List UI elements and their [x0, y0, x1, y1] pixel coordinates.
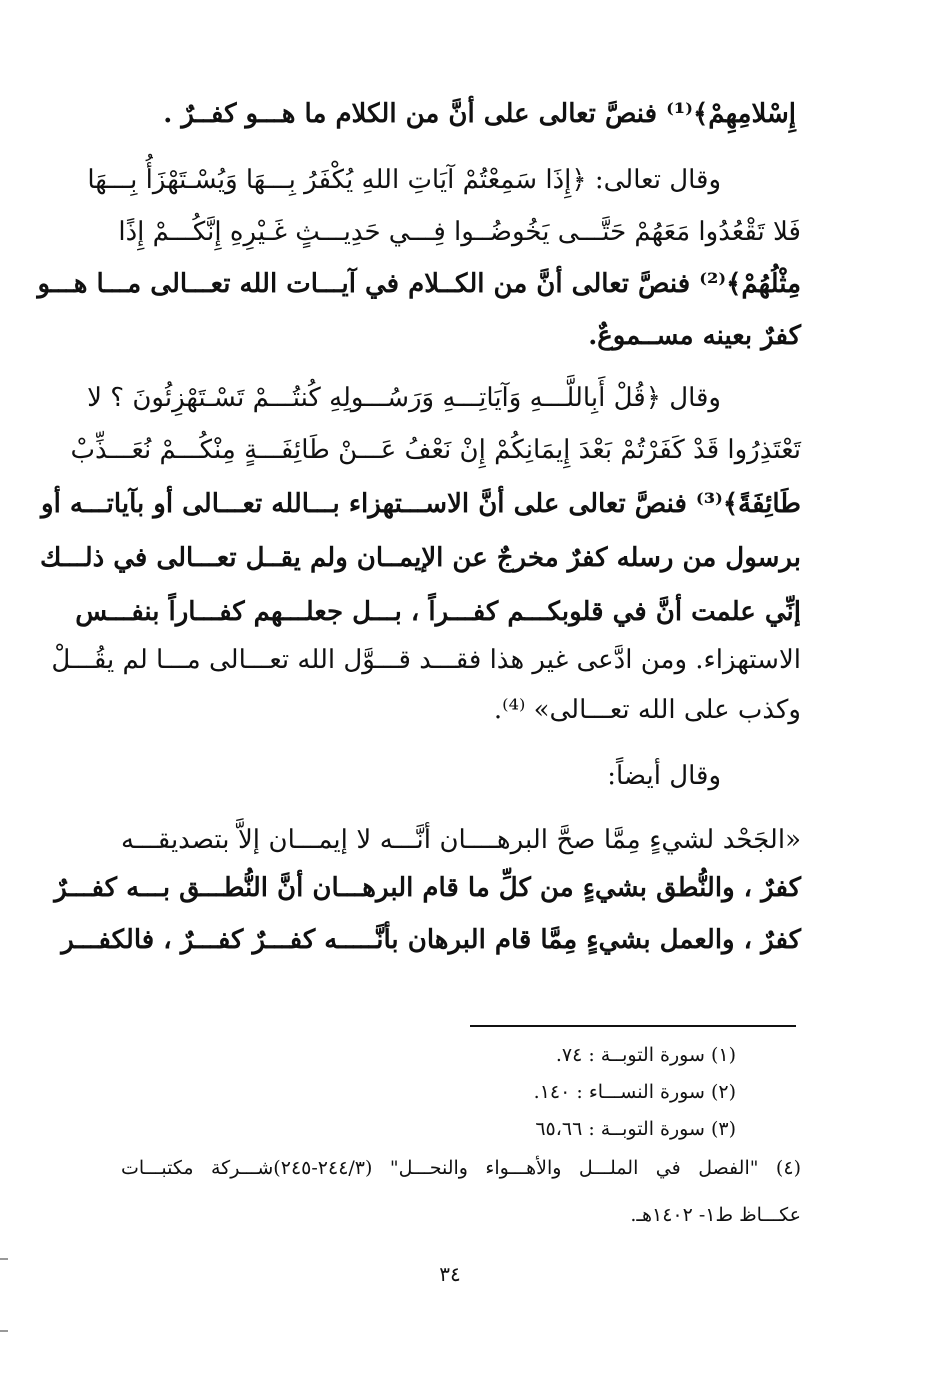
- page-number: ٣٤: [439, 1262, 461, 1286]
- text-line-16: كفرٌ ، والعمل بشيءٍ مِمَّا قام البرهان بأنَّـــــه كفـــرٌ كفـــرٌ ، فالكفـــر: [61, 925, 801, 955]
- text-line-9: برسول من رسله كفرٌ مخرجٌ عن الإيمــان ولم يقــل تعـــالى في ذلـــك: [39, 543, 801, 573]
- text-line-5: كفرٌ بعينه مســموعٌ.: [588, 321, 801, 351]
- footnote-1: (١) سورة التوبــة : ٧٤.: [555, 1044, 736, 1066]
- footnote-4: (٤) "الفصل في الملـــل والأهـــواء والنحـــل" (٢٤٤/٣-٢٤٥)شـــركة مكتبـــات: [121, 1157, 801, 1179]
- text-line-3: فَلا تَقْعُدُوا مَعَهُمْ حَتَّـــى يَخُوضُــوا فِـــي حَدِيـــثٍ غَـيْرِهِ إِنَّكُـــمْ إِذًا: [118, 217, 801, 247]
- scan-edge-mark: [0, 1330, 8, 1332]
- text-line-14: «الجَحْد لشيءٍ مِمَّا صحَّ البرهــــان أنَّـــه لا إيمـــان إلاَّ بتصديقـــه: [121, 825, 801, 855]
- text-line-4: مِثْلُهُمْ﴾⁽²⁾ فنصَّ تعالى أنَّ من الكــلام في آيـــات الله تعـــالى مـــا هـــو: [37, 269, 801, 299]
- text-line-8: طَائِفَةً﴾⁽³⁾ فنصَّ تعالى على أنَّ الاســـتهزاء بـــالله تعـــالى أو بآياتـــه أو: [41, 489, 801, 519]
- text-line-7: تَعْتَذِرُوا قَدْ كَفَرْتُمْ بَعْدَ إِيمَانِكُمْ إِنْ نَعْفُ عَـــنْ طَائِفَـــةٍ مِنْكُـــمْ نُعَـــذِّبْ: [70, 435, 801, 465]
- footnote-4-continued: عكـــاظ ط١- ١٤٠٢هـ.: [630, 1204, 801, 1226]
- text-line-15: كفرٌ ، والنُّطق بشيءٍ من كلِّ ما قام البرهـــان أنَّ النُّطـــق بـــه كفـــرٌ: [54, 873, 801, 903]
- footnote-3: (٣) سورة التوبــة : ٦٥،٦٦: [535, 1118, 736, 1140]
- footnote-2: (٢) سورة النســـاء : ١٤٠.: [533, 1081, 736, 1103]
- text-line-10: إنِّي علمت أنَّ في قلوبكـــم كفـــراً ، بـــل جعلـــهم كفـــاراً بنفـــس: [75, 597, 801, 627]
- text-line-2: وقال تعالى: ﴿إِذَا سَمِعْتُمْ آيَاتِ اللهِ يُكْفَرُ بِـــهَا وَيُسْـتَهْزَأُ بِـــهَا: [87, 165, 721, 195]
- text-line-13: وقال أيضاً:: [607, 761, 721, 791]
- text-line-6: وقال ﴿قُلْ أَبِاللَّـــهِ وَآيَاتِـــهِ وَرَسُـــولِهِ كُنتُـــمْ تَسْـتَهْزِئُونَ ؟ لا: [87, 383, 721, 413]
- text-line-1: إِسْلامِهِمْ﴾⁽¹⁾ فنصَّ تعالى على أنَّ من الكلام ما هـــو كفــرٌ .: [163, 99, 796, 129]
- text-line-12: وكذب على الله تعـــالى» ⁽⁴⁾.: [493, 695, 801, 725]
- scan-edge-mark: [0, 1258, 8, 1260]
- text-line-11: الاستهزاء. ومن ادَّعى غير هذا فقـــد قـــوَّل الله تعـــالى مـــا لم يقُـــلْ: [51, 645, 801, 675]
- footnote-separator: [470, 1025, 796, 1027]
